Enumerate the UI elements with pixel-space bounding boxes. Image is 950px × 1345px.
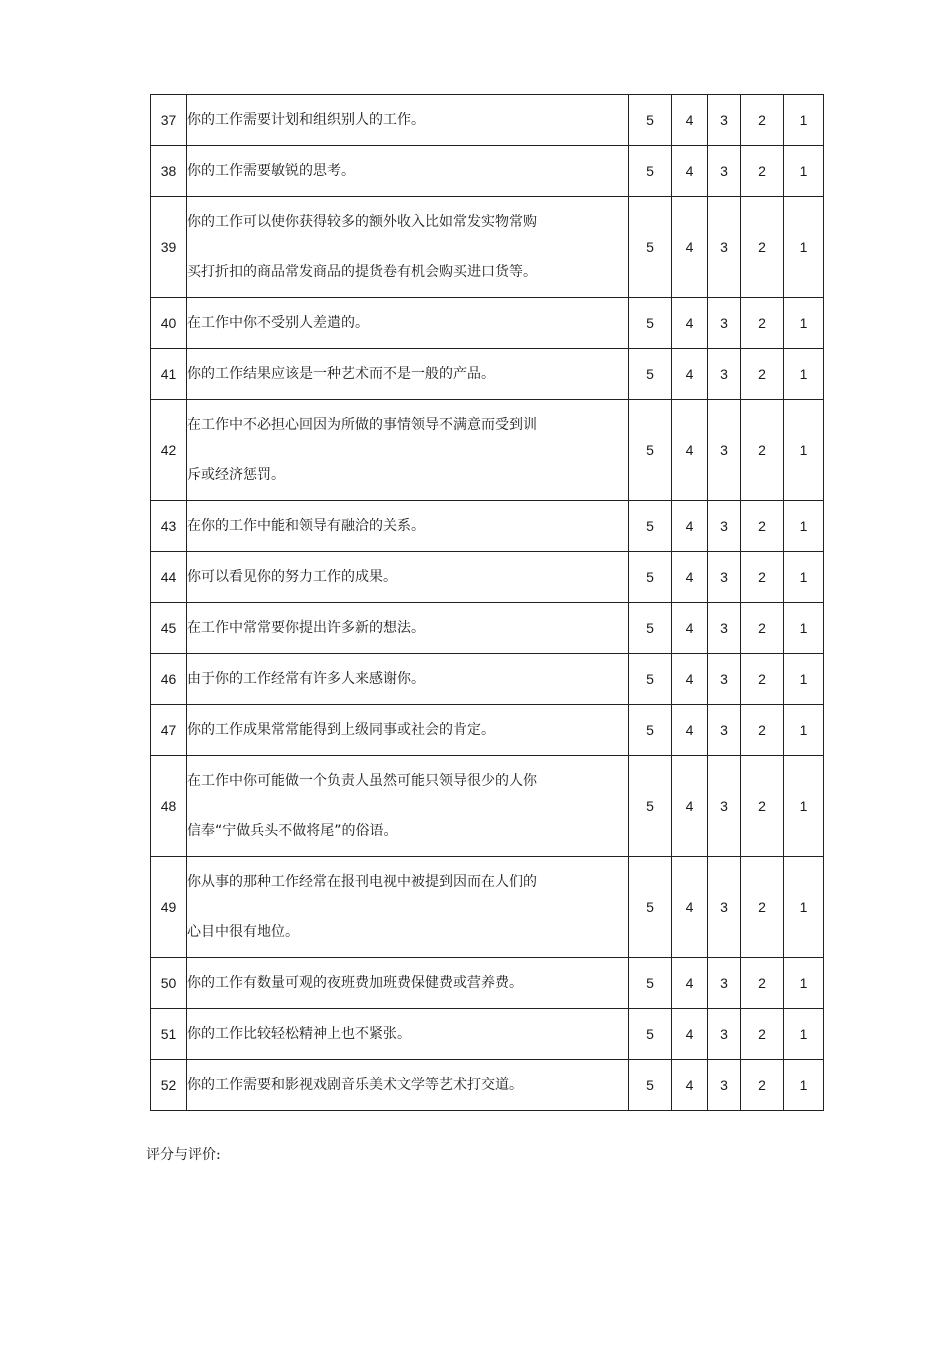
question-text-line: 你从事的那种工作经常在报刊电视中被提到因而在人们的 xyxy=(187,874,537,890)
score-option[interactable]: 2 xyxy=(741,298,784,349)
question-text xyxy=(187,1009,629,1060)
score-option[interactable]: 3 xyxy=(708,501,741,552)
score-option[interactable]: 2 xyxy=(741,197,784,298)
question-text xyxy=(187,95,629,146)
scoring-evaluation-label: 评分与评价: xyxy=(146,1147,221,1163)
score-option[interactable]: 2 xyxy=(741,552,784,603)
score-option[interactable]: 2 xyxy=(741,400,784,501)
question-number: 46 xyxy=(151,654,187,705)
question-text-line: 在工作中你可能做一个负责人虽然可能只领导很少的人你 xyxy=(187,773,537,789)
score-option[interactable]: 2 xyxy=(741,95,784,146)
score-option[interactable]: 3 xyxy=(708,654,741,705)
score-option[interactable]: 5 xyxy=(629,958,672,1009)
score-option[interactable]: 1 xyxy=(784,1009,824,1060)
question-text-line: 你的工作需要计划和组织别人的工作。 xyxy=(187,112,425,128)
score-option[interactable]: 5 xyxy=(629,857,672,958)
score-option[interactable]: 3 xyxy=(708,958,741,1009)
table-row xyxy=(151,298,824,349)
question-text-line: 你可以看见你的努力工作的成果。 xyxy=(187,569,397,585)
score-option[interactable]: 4 xyxy=(672,603,708,654)
question-number: 51 xyxy=(151,1009,187,1060)
table-row xyxy=(151,400,824,501)
table-row xyxy=(151,1060,824,1111)
table-row xyxy=(151,197,824,298)
question-text-line: 你的工作可以使你获得较多的额外收入比如常发实物常购 xyxy=(187,214,537,230)
question-text-line: 你的工作成果常常能得到上级同事或社会的肯定。 xyxy=(187,722,495,738)
question-text xyxy=(187,654,629,705)
question-number: 52 xyxy=(151,1060,187,1111)
table-row xyxy=(151,603,824,654)
score-option[interactable]: 3 xyxy=(708,349,741,400)
question-number: 43 xyxy=(151,501,187,552)
table-row xyxy=(151,654,824,705)
question-number: 45 xyxy=(151,603,187,654)
question-number: 38 xyxy=(151,146,187,197)
score-option[interactable]: 1 xyxy=(784,756,824,857)
score-option[interactable]: 1 xyxy=(784,197,824,298)
score-option[interactable]: 5 xyxy=(629,349,672,400)
score-option[interactable]: 5 xyxy=(629,705,672,756)
score-option[interactable]: 1 xyxy=(784,146,824,197)
score-option[interactable]: 5 xyxy=(629,603,672,654)
question-text xyxy=(187,756,629,857)
table-row xyxy=(151,501,824,552)
question-text-line: 你的工作比较轻松精神上也不紧张。 xyxy=(187,1026,411,1042)
score-option[interactable]: 4 xyxy=(672,857,708,958)
score-option[interactable]: 5 xyxy=(629,146,672,197)
score-option[interactable]: 2 xyxy=(741,349,784,400)
question-text-line: 心目中很有地位。 xyxy=(187,924,299,940)
question-number: 48 xyxy=(151,756,187,857)
question-text xyxy=(187,1060,629,1111)
score-option[interactable]: 5 xyxy=(629,552,672,603)
score-option[interactable]: 4 xyxy=(672,298,708,349)
question-text-line: 买打折扣的商品常发商品的提货卷有机会购买进口货等。 xyxy=(187,264,537,280)
score-option[interactable]: 4 xyxy=(672,1060,708,1111)
score-option[interactable]: 2 xyxy=(741,146,784,197)
score-option[interactable]: 1 xyxy=(784,95,824,146)
question-number: 42 xyxy=(151,400,187,501)
question-text-line: 在工作中常常要你提出许多新的想法。 xyxy=(187,620,425,636)
score-option[interactable]: 1 xyxy=(784,1060,824,1111)
table-row xyxy=(151,552,824,603)
score-option[interactable]: 4 xyxy=(672,756,708,857)
score-option[interactable]: 4 xyxy=(672,146,708,197)
question-text-line: 在你的工作中能和领导有融洽的关系。 xyxy=(187,518,425,534)
score-option[interactable]: 5 xyxy=(629,501,672,552)
question-number: 50 xyxy=(151,958,187,1009)
table-row xyxy=(151,857,824,958)
question-number: 44 xyxy=(151,552,187,603)
score-option[interactable]: 2 xyxy=(741,958,784,1009)
question-text xyxy=(187,958,629,1009)
question-number: 37 xyxy=(151,95,187,146)
score-option[interactable]: 1 xyxy=(784,400,824,501)
score-option[interactable]: 5 xyxy=(629,1060,672,1111)
score-option[interactable]: 3 xyxy=(708,197,741,298)
score-option[interactable]: 3 xyxy=(708,95,741,146)
table-row xyxy=(151,1009,824,1060)
question-number: 40 xyxy=(151,298,187,349)
score-option[interactable]: 1 xyxy=(784,298,824,349)
question-text xyxy=(187,298,629,349)
score-option[interactable]: 1 xyxy=(784,603,824,654)
score-option[interactable]: 4 xyxy=(672,705,708,756)
score-option[interactable]: 3 xyxy=(708,756,741,857)
score-option[interactable]: 2 xyxy=(741,603,784,654)
question-text-line: 在工作中不必担心回因为所做的事情领导不满意而受到训 xyxy=(187,417,537,433)
score-option[interactable]: 4 xyxy=(672,1009,708,1060)
score-option[interactable]: 3 xyxy=(708,1060,741,1111)
question-text-line: 你的工作有数量可观的夜班费加班费保健费或营养费。 xyxy=(187,975,523,991)
score-option[interactable]: 2 xyxy=(741,654,784,705)
question-text-line: 你的工作结果应该是一种艺术而不是一般的产品。 xyxy=(187,366,495,382)
score-option[interactable]: 4 xyxy=(672,95,708,146)
score-option[interactable]: 4 xyxy=(672,349,708,400)
score-option[interactable]: 4 xyxy=(672,958,708,1009)
table-row xyxy=(151,146,824,197)
question-text xyxy=(187,197,629,298)
score-option[interactable]: 3 xyxy=(708,400,741,501)
question-text-line: 斥或经济惩罚。 xyxy=(187,467,285,483)
score-option[interactable]: 5 xyxy=(629,654,672,705)
question-text xyxy=(187,705,629,756)
table-row xyxy=(151,756,824,857)
score-option[interactable]: 2 xyxy=(741,857,784,958)
question-text xyxy=(187,400,629,501)
score-option[interactable]: 2 xyxy=(741,705,784,756)
score-option[interactable]: 5 xyxy=(629,756,672,857)
question-text xyxy=(187,552,629,603)
score-option[interactable]: 5 xyxy=(629,400,672,501)
table-row xyxy=(151,95,824,146)
score-option[interactable]: 3 xyxy=(708,146,741,197)
score-option[interactable]: 2 xyxy=(741,756,784,857)
question-text xyxy=(187,857,629,958)
score-option[interactable]: 1 xyxy=(784,552,824,603)
score-option[interactable]: 2 xyxy=(741,1009,784,1060)
score-option[interactable]: 5 xyxy=(629,1009,672,1060)
question-text-line: 由于你的工作经常有许多人来感谢你。 xyxy=(187,671,425,687)
score-option[interactable]: 4 xyxy=(672,197,708,298)
question-number: 49 xyxy=(151,857,187,958)
score-option[interactable]: 5 xyxy=(629,298,672,349)
score-option[interactable]: 4 xyxy=(672,501,708,552)
question-text xyxy=(187,349,629,400)
table-row xyxy=(151,958,824,1009)
score-option[interactable]: 1 xyxy=(784,857,824,958)
score-option[interactable]: 4 xyxy=(672,654,708,705)
score-option[interactable]: 3 xyxy=(708,552,741,603)
question-text xyxy=(187,501,629,552)
score-option[interactable]: 1 xyxy=(784,654,824,705)
score-option[interactable]: 1 xyxy=(784,705,824,756)
score-option[interactable]: 3 xyxy=(708,1009,741,1060)
question-number: 47 xyxy=(151,705,187,756)
score-option[interactable]: 3 xyxy=(708,603,741,654)
score-option[interactable]: 1 xyxy=(784,501,824,552)
score-option[interactable]: 3 xyxy=(708,298,741,349)
question-text-line: 你的工作需要敏锐的思考。 xyxy=(187,163,355,179)
questionnaire-table xyxy=(150,94,824,1111)
question-text-line: 你的工作需要和影视戏剧音乐美术文学等艺术打交道。 xyxy=(187,1077,523,1093)
score-option[interactable]: 2 xyxy=(741,501,784,552)
score-option[interactable]: 4 xyxy=(672,552,708,603)
question-number: 41 xyxy=(151,349,187,400)
score-option[interactable]: 2 xyxy=(741,1060,784,1111)
question-text-line: 信奉“宁做兵头不做将尾”的俗语。 xyxy=(187,823,398,839)
score-option[interactable]: 4 xyxy=(672,400,708,501)
score-option[interactable]: 3 xyxy=(708,705,741,756)
table-row xyxy=(151,705,824,756)
question-text xyxy=(187,603,629,654)
question-text-line: 在工作中你不受别人差遣的。 xyxy=(187,315,369,331)
score-option[interactable]: 5 xyxy=(629,95,672,146)
question-number: 39 xyxy=(151,197,187,298)
score-option[interactable]: 3 xyxy=(708,857,741,958)
table-row xyxy=(151,349,824,400)
score-option[interactable]: 1 xyxy=(784,958,824,1009)
score-option[interactable]: 5 xyxy=(629,197,672,298)
score-option[interactable]: 1 xyxy=(784,349,824,400)
question-text xyxy=(187,146,629,197)
